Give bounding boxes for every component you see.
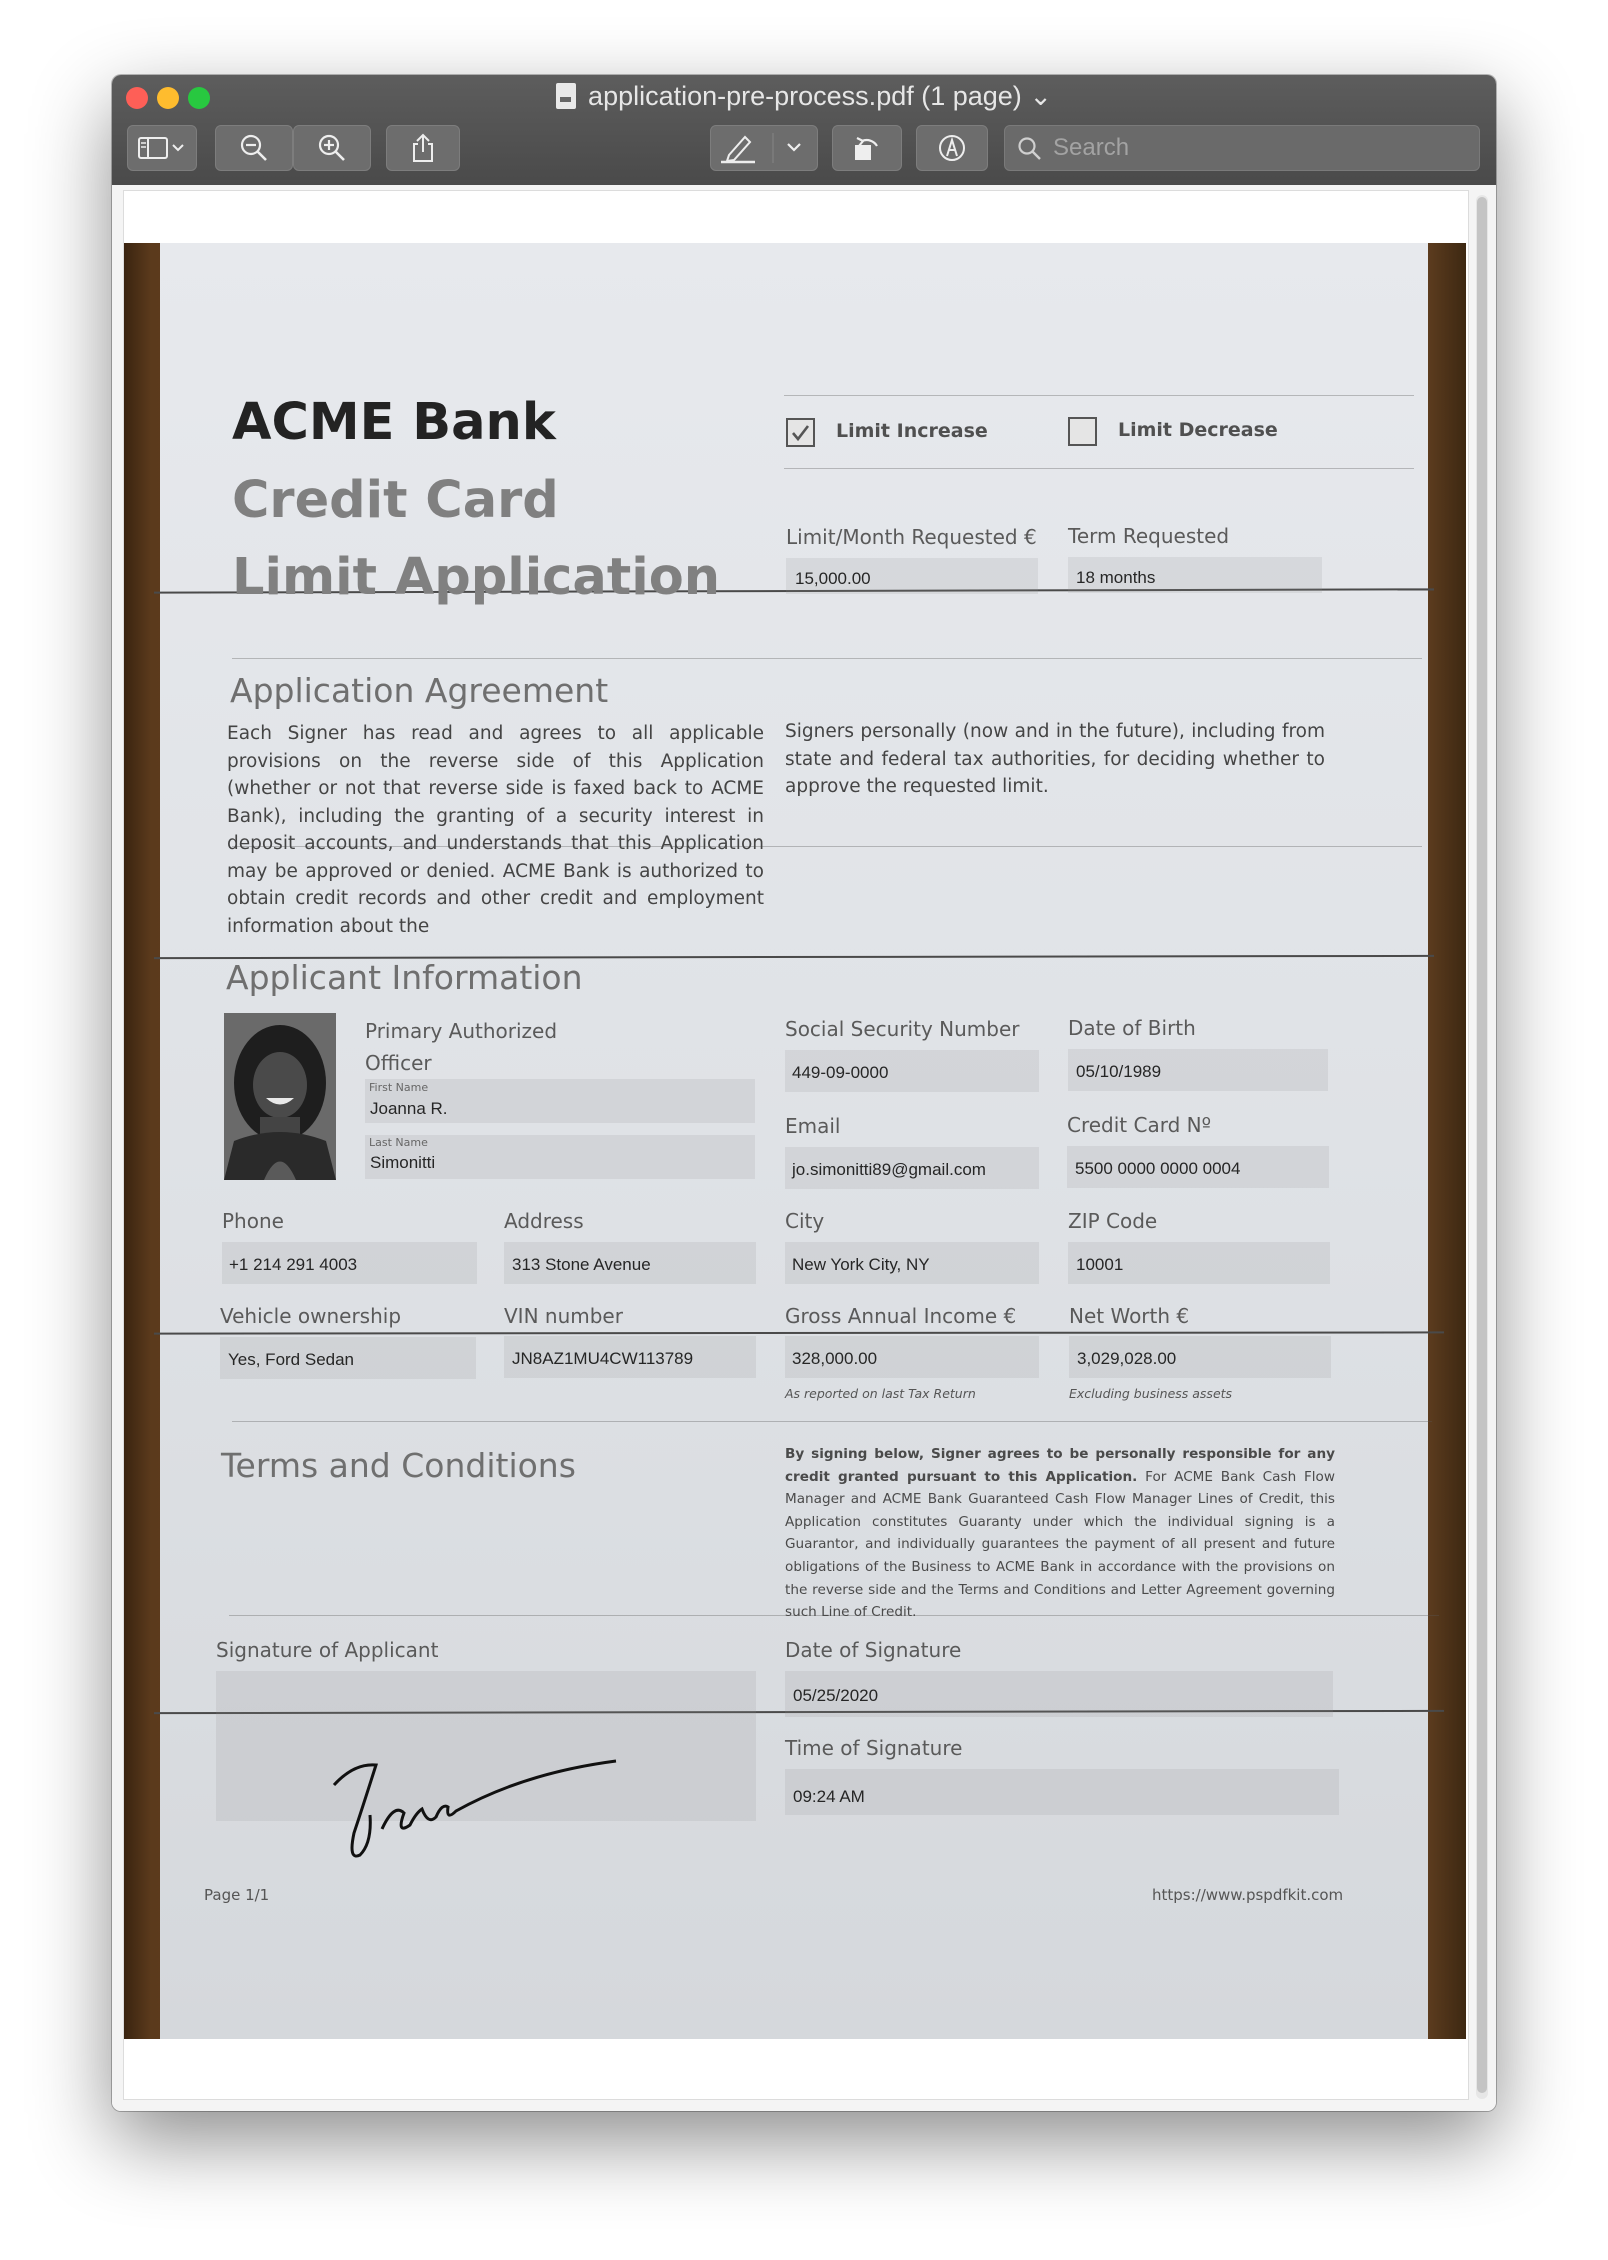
phone-label: Phone <box>222 1209 284 1233</box>
signature-label: Signature of Applicant <box>216 1638 439 1662</box>
agreement-text-right: Signers personally (now and in the future), including from state and federal tax authorities, for deciding whether to approve the requested limit. <box>785 721 1325 797</box>
form-title-line2: Credit Card <box>232 471 559 530</box>
dob-label: Date of Birth <box>1068 1016 1196 1040</box>
address-label: Address <box>504 1209 584 1233</box>
limit-requested-value: 15,000.00 <box>795 569 871 588</box>
guide-line <box>784 395 1414 396</box>
share-icon <box>409 132 437 164</box>
networth-label: Net Worth € <box>1069 1304 1190 1328</box>
terms-heading: Terms and Conditions <box>221 1446 576 1485</box>
window-title[interactable] <box>112 81 1496 112</box>
chevron-down-icon: ⌄ <box>1029 81 1052 111</box>
vertical-scrollbar[interactable] <box>1476 195 1488 2099</box>
date-signature-value: 05/25/2020 <box>793 1686 879 1705</box>
limit-increase-label: Limit Increase <box>836 420 988 442</box>
title-bar <box>112 75 1496 186</box>
limit-requested-label: Limit/Month Requested € <box>786 525 1037 549</box>
checkmark-icon <box>788 420 813 445</box>
address-value: 313 Stone Avenue <box>512 1255 651 1274</box>
term-requested-label: Term Requested <box>1068 524 1230 548</box>
income-value: 328,000.00 <box>792 1349 878 1368</box>
role-line1: Primary Authorized <box>365 1019 558 1043</box>
vehicle-label: Vehicle ownership <box>220 1304 402 1328</box>
guide-line <box>232 1421 1432 1422</box>
networth-value: 3,029,028.00 <box>1077 1349 1177 1368</box>
zoom-out-button[interactable] <box>215 125 293 171</box>
handwritten-signature <box>324 1743 624 1873</box>
agreement-text-left: Each Signer has read and agrees to all applicable provisions on the reverse side of this Application (whether or not that reverse side is faxed back to ACME Bank), including the granting of a security interest in deposit accounts, and understands that this Application may be approved or denied. ACME Bank is authorized to obtain credit records and other credit and employment information about the <box>227 723 764 937</box>
search-field[interactable] <box>1004 125 1480 171</box>
rotate-button[interactable] <box>832 125 902 171</box>
term-requested-value: 18 months <box>1076 568 1156 587</box>
ssn-label: Social Security Number <box>785 1017 1020 1041</box>
vehicle-value: Yes, Ford Sedan <box>228 1350 355 1369</box>
search-icon <box>1017 136 1043 162</box>
date-signature-label: Date of Signature <box>785 1638 962 1662</box>
search-input[interactable] <box>1051 132 1455 164</box>
zip-value: 10001 <box>1076 1255 1124 1274</box>
income-label: Gross Annual Income € <box>785 1304 1017 1328</box>
networth-note: Excluding business assets <box>1069 1386 1233 1401</box>
guide-line <box>784 468 1414 469</box>
guide-line <box>232 658 1422 659</box>
income-note: As reported on last Tax Return <box>785 1386 976 1401</box>
scanned-page-photo <box>124 243 1466 2039</box>
applicant-heading: Applicant Information <box>226 958 583 997</box>
rotate-icon <box>851 132 883 164</box>
dob-value: 05/10/1989 <box>1076 1062 1162 1081</box>
terms-text-rest: For ACME Bank Cash Flow Manager and ACME Bank Guaranteed Cash Flow Manager Lines of Credit, this Application constitutes Guaranty under which the individual signing is a Guarantor, and individually guarantees the payment of all present and future obligations of the Business to ACME Bank in accordance with the provisions on the reverse side and the Terms and Conditions and Letter Agreement governing such Line of Credit. <box>785 1468 1335 1621</box>
email-value: jo.simonitti89@gmail.com <box>792 1160 986 1179</box>
limit-increase-checkbox[interactable] <box>786 418 815 447</box>
sidebar-toggle-button[interactable] <box>127 125 197 171</box>
time-signature-label: Time of Signature <box>785 1736 963 1760</box>
last-name-label: Last Name <box>369 1136 428 1149</box>
email-label: Email <box>785 1114 841 1138</box>
first-name-value: Joanna R. <box>370 1099 448 1118</box>
vin-label: VIN number <box>504 1304 623 1328</box>
role-line2: Officer <box>365 1051 432 1075</box>
sidebar-toggle-icon <box>136 135 188 161</box>
city-label: City <box>785 1209 825 1233</box>
agreement-heading: Application Agreement <box>230 671 609 710</box>
credit-card-value: 5500 0000 0000 0004 <box>1075 1159 1241 1178</box>
phone-value: +1 214 291 4003 <box>229 1255 358 1274</box>
terms-text-bold: By signing below, Signer agrees to be personally responsible for any credit granted pursuant to this Application. <box>785 1446 1335 1485</box>
page-number: Page 1/1 <box>204 1886 270 1904</box>
document-viewport[interactable] <box>112 185 1496 2111</box>
limit-decrease-label: Limit Decrease <box>1118 419 1278 441</box>
pdf-document-icon <box>556 83 576 109</box>
bank-name: ACME Bank <box>232 393 556 452</box>
ssn-value: 449-09-0000 <box>792 1063 889 1082</box>
footer-url: https://www.pspdfkit.com <box>1152 1886 1344 1904</box>
form-title-line3: Limit Application <box>232 548 721 607</box>
last-name-value: Simonitti <box>370 1153 436 1172</box>
first-name-label: First Name <box>369 1081 429 1094</box>
preview-window <box>112 75 1496 2111</box>
zoom-in-button[interactable] <box>293 125 371 171</box>
annotate-icon <box>936 132 968 164</box>
markup-pen-icon <box>711 131 815 165</box>
zoom-in-icon <box>317 133 347 163</box>
scrollbar-thumb[interactable] <box>1477 197 1487 2093</box>
limit-decrease-checkbox[interactable] <box>1068 417 1097 446</box>
annotate-button[interactable] <box>916 125 988 171</box>
applicant-photo <box>224 1013 336 1180</box>
applicant-portrait <box>224 1013 336 1180</box>
zoom-out-icon <box>239 133 269 163</box>
terms-text <box>785 1443 1335 1624</box>
time-signature-field[interactable] <box>785 1769 1339 1815</box>
credit-card-label: Credit Card Nº <box>1067 1113 1212 1137</box>
city-value: New York City, NY <box>792 1255 930 1274</box>
vin-value: JN8AZ1MU4CW113789 <box>512 1349 694 1368</box>
share-button[interactable] <box>386 125 460 171</box>
time-signature-value: 09:24 AM <box>793 1787 865 1806</box>
markup-pen-button[interactable] <box>710 125 818 171</box>
zip-label: ZIP Code <box>1068 1209 1158 1233</box>
window-title-text: application-pre-process.pdf (1 page) <box>588 81 1022 111</box>
